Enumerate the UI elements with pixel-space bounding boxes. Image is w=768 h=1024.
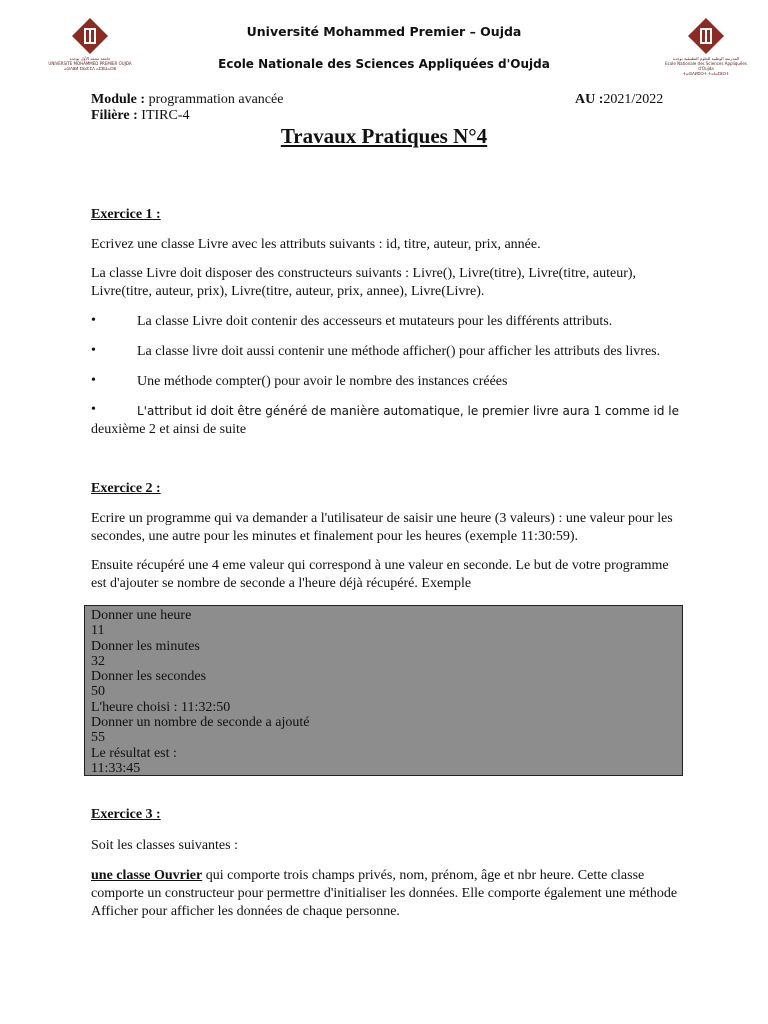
logo-caption-french: Ecole Nationale des Sciences Appliquées d'Oujda <box>665 61 747 71</box>
logo-caption-arabic: المدرسة الوطنية للعلوم التطبيقية بوجدة <box>672 56 740 61</box>
logo-caption-tifinagh: ⵜⴰⵙⴷⵍⵉⵙⵜ ⵜⴰⵏⴰⵎⵓⵔⵜ <box>682 71 730 76</box>
console-line: 11:33:45 <box>91 760 141 776</box>
exercise-1-paragraph-1: Ecrivez une classe Livre avec les attributs suivants : id, titre, auteur, prix, année. <box>91 237 541 252</box>
exercise-3-heading: Exercice 3 : <box>91 807 161 822</box>
console-line: Donner les minutes <box>91 638 200 654</box>
exercise-1-paragraph-2: La classe Livre doit disposer des constructeurs suivants : Livre(), Livre(titre), Livre(titre, auteur), Livre(titre, auteur, prix), Livre(titre, auteur, prix, annee), Livre(Livre). <box>91 266 637 299</box>
console-line: Le résultat est : <box>91 745 177 761</box>
console-line: Donner un nombre de seconde a ajouté <box>91 715 310 731</box>
logo-caption-arabic: جامعة محمد الأول بوجدة <box>69 56 111 61</box>
exercise-1-bullet-3: Une méthode compter() pour avoir le nombre des instances créées <box>137 374 508 389</box>
bullet-icon: • <box>91 402 96 417</box>
module-label: Module : <box>91 92 146 107</box>
bullet-icon: • <box>91 343 96 358</box>
console-line: 50 <box>91 684 105 700</box>
ouvrier-class-name: une classe Ouvrier <box>91 868 203 883</box>
university-name: Université Mohammed Premier – Oujda <box>246 24 522 39</box>
au-value: 2021/2022 <box>603 92 664 107</box>
console-line: 55 <box>91 730 105 746</box>
console-line: L'heure choisi : 11:32:50 <box>91 699 231 715</box>
module-value: programmation avancée <box>145 92 284 107</box>
filiere-line <box>91 108 190 124</box>
console-output-box <box>84 605 683 776</box>
bullet-icon: • <box>91 313 96 328</box>
console-line: 11 <box>91 623 105 639</box>
au-label: AU : <box>575 92 604 107</box>
exercise-1-bullet-1: La classe Livre doit contenir des accesseurs et mutateurs pour les différents attributs. <box>137 314 613 329</box>
filiere-value: ITIRC-4 <box>137 108 190 123</box>
exercise-1-bullet-4-continued: deuxième 2 et ainsi de suite <box>91 422 247 437</box>
module-line <box>91 92 283 108</box>
exercise-2-paragraph-1: Ecrire un programme qui va demander a l'utilisateur de saisir une heure (3 valeurs) : une valeur pour les secondes, une autre pour les minutes et finalement pour les heures (exemple 11:30:59). <box>91 511 673 544</box>
exercise-3-paragraph-2 <box>91 867 681 921</box>
console-line: 32 <box>91 653 105 669</box>
page-title: Travaux Pratiques N°4 <box>280 124 488 148</box>
exercise-3-paragraph-1: Soit les classes suivantes : <box>91 838 238 853</box>
school-name: Ecole Nationale des Sciences Appliquées d'Oujda <box>218 57 550 71</box>
exercise-1-bullet-2: La classe livre doit aussi contenir une méthode afficher() pour afficher les attributs des livres. <box>137 344 661 359</box>
logo-caption-tifinagh: ⴰⵙⴷⵓⵍ ⵎⵓⵃⵎⵎⴷ ⴰⵎⵣⵡⴰⵔⵓ <box>63 66 117 71</box>
ouvrier-class-description: qui comporte trois champs privés, nom, prénom, âge et nbr heure. Cette classe comporte un constructeur pour permettre d'initialiser les données. Elle comporte également une méthode Afficher pour afficher les données de chaque personne. <box>91 868 678 919</box>
exercise-1-heading: Exercice 1 : <box>91 207 161 222</box>
console-line: Donner les secondes <box>91 669 207 685</box>
exercise-1-bullet-4: L'attribut id doit être généré de manière automatique, le premier livre aura 1 comme id le <box>137 404 680 418</box>
bullet-icon: • <box>91 373 96 388</box>
console-line: Donner une heure <box>91 608 192 623</box>
logo-caption-french: UNIVERSITE MOHAMMED PREMIER OUJDA <box>48 61 132 66</box>
exercise-2-paragraph-2: Ensuite récupéré une 4 eme valeur qui correspond à une valeur en seconde. Le but de votre programme est d'ajouter se nombre de seconde a l'heure déjà récupéré. Exemple <box>91 558 669 591</box>
filiere-label: Filière : <box>91 108 138 123</box>
academic-year <box>575 92 663 108</box>
exercise-2-heading: Exercice 2 : <box>91 481 161 496</box>
